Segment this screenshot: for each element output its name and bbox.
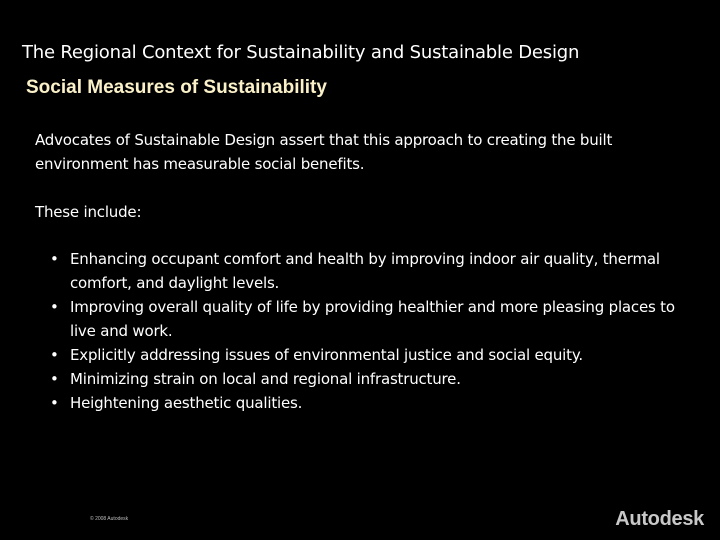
list-item-text: Enhancing occupant comfort and health by improving indoor air quality, thermal comfort, and daylight levels. bbox=[70, 250, 660, 292]
bullet-icon: • bbox=[50, 250, 59, 268]
bullet-icon: • bbox=[50, 370, 59, 388]
copyright-notice: © 2008 Autodesk bbox=[90, 516, 129, 522]
lead-text: These include: bbox=[35, 203, 142, 221]
bullet-icon: • bbox=[50, 298, 59, 316]
list-item-text: Minimizing strain on local and regional infrastructure. bbox=[70, 370, 461, 388]
intro-paragraph: Advocates of Sustainable Design assert that this approach to creating the built environment has measurable social benefits. bbox=[35, 131, 613, 173]
autodesk-logo: Autodesk bbox=[615, 508, 704, 530]
list-item-text: Explicitly addressing issues of environmental justice and social equity. bbox=[70, 346, 583, 364]
list-item bbox=[50, 343, 695, 367]
bullet-icon: • bbox=[50, 346, 59, 364]
slide-subtitle: Social Measures of Sustainability bbox=[26, 77, 327, 98]
list-item-text: Improving overall quality of life by providing healthier and more pleasing places to live and work. bbox=[70, 298, 675, 340]
list-item-text: Heightening aesthetic qualities. bbox=[70, 394, 303, 412]
bullet-icon: • bbox=[50, 394, 59, 412]
list-item bbox=[50, 367, 695, 391]
slide-title: The Regional Context for Sustainability and Sustainable Design bbox=[22, 42, 580, 63]
list-item bbox=[50, 391, 695, 415]
list-item bbox=[50, 295, 695, 343]
benefits-list bbox=[35, 247, 695, 415]
slide-content bbox=[35, 128, 695, 415]
list-item bbox=[50, 247, 695, 295]
